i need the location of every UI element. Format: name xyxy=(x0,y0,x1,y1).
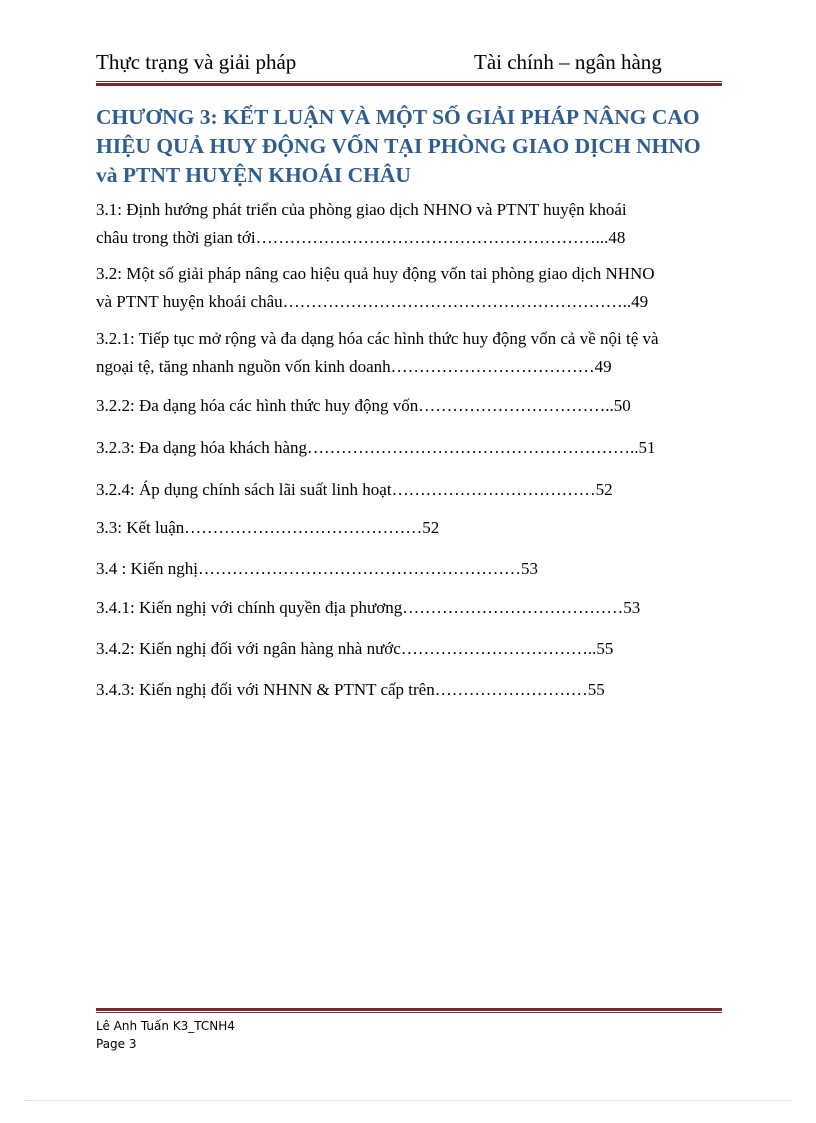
page-footer xyxy=(96,1017,235,1053)
toc-entry-3-4-3 xyxy=(96,676,605,704)
toc-entry-line: 3.4 : Kiến nghị…………………………………………………53 xyxy=(96,559,538,578)
header-left-title: Thực trạng và giải pháp xyxy=(96,50,297,74)
toc-entry-line: 3.2.3: Đa dạng hóa khách hàng…………………………………………………..51 xyxy=(96,438,656,457)
footer-rule xyxy=(96,1008,722,1013)
chapter-title-line-3: và PTNT HUYỆN KHOÁI CHÂU xyxy=(96,163,411,187)
toc-entry-3-1 xyxy=(96,196,627,252)
page-bottom-border xyxy=(24,1100,792,1102)
page-header xyxy=(96,50,722,80)
toc-entry-3-2-3 xyxy=(96,434,656,462)
toc-entry-3-4-1 xyxy=(96,594,640,622)
toc-entry-line: 3.4.1: Kiến nghị với chính quyền địa phương…………………………………53 xyxy=(96,598,641,617)
toc-entry-3-4-2 xyxy=(96,635,613,663)
chapter-title-line-2: HIỆU QUẢ HUY ĐỘNG VỐN TẠI PHÒNG GIAO DỊCH NHNO xyxy=(96,134,701,158)
chapter-heading xyxy=(96,103,722,190)
toc-entry-line: và PTNT huyện khoái châu……………………………………………………..49 xyxy=(96,292,649,311)
toc-entry-line: 3.1: Định hướng phát triển của phòng giao dịch NHNO và PTNT huyện khoái xyxy=(96,200,627,219)
toc-entry-line: 3.2.4: Áp dụng chính sách lãi suất linh hoạt………………………………52 xyxy=(96,480,613,499)
footer-page-number: Page 3 xyxy=(96,1037,137,1051)
toc-entry-3-2-2 xyxy=(96,392,631,420)
toc-entry-3-2-4 xyxy=(96,476,613,504)
toc-entry-3-2 xyxy=(96,260,655,316)
chapter-title-line-1: CHƯƠNG 3: KẾT LUẬN VÀ MỘT SỐ GIẢI PHÁP NÂNG CAO xyxy=(96,105,700,129)
toc-entry-line: 3.3: Kết luận……………………………………52 xyxy=(96,518,440,537)
toc-entry-line: 3.2.2: Đa dạng hóa các hình thức huy động vốn……………………………..50 xyxy=(96,396,631,415)
toc-entry-line: châu trong thời gian tới……………………………………………………...48 xyxy=(96,228,626,247)
toc-entry-3-2-1 xyxy=(96,325,659,381)
header-rule xyxy=(96,81,722,86)
toc-entry-line: 3.2: Một số giải pháp nâng cao hiệu quả huy động vốn tai phòng giao dịch NHNO xyxy=(96,264,655,283)
toc-entry-line: 3.2.1: Tiếp tục mở rộng và đa dạng hóa các hình thức huy động vốn cả về nội tệ và xyxy=(96,329,659,348)
toc-entry-line: 3.4.2: Kiến nghị đối với ngân hàng nhà nước……………………………..55 xyxy=(96,639,614,658)
toc-entry-3-4 xyxy=(96,555,538,583)
footer-author: Lê Anh Tuấn K3_TCNH4 xyxy=(96,1019,235,1033)
toc-entry-line: 3.4.3: Kiến nghị đối với NHNN & PTNT cấp trên………………………55 xyxy=(96,680,605,699)
header-right-title: Tài chính – ngân hàng xyxy=(474,50,662,74)
toc-entry-3-3 xyxy=(96,514,439,542)
toc-entry-line: ngoại tệ, tăng nhanh nguồn vốn kinh doanh………………………………49 xyxy=(96,357,612,376)
